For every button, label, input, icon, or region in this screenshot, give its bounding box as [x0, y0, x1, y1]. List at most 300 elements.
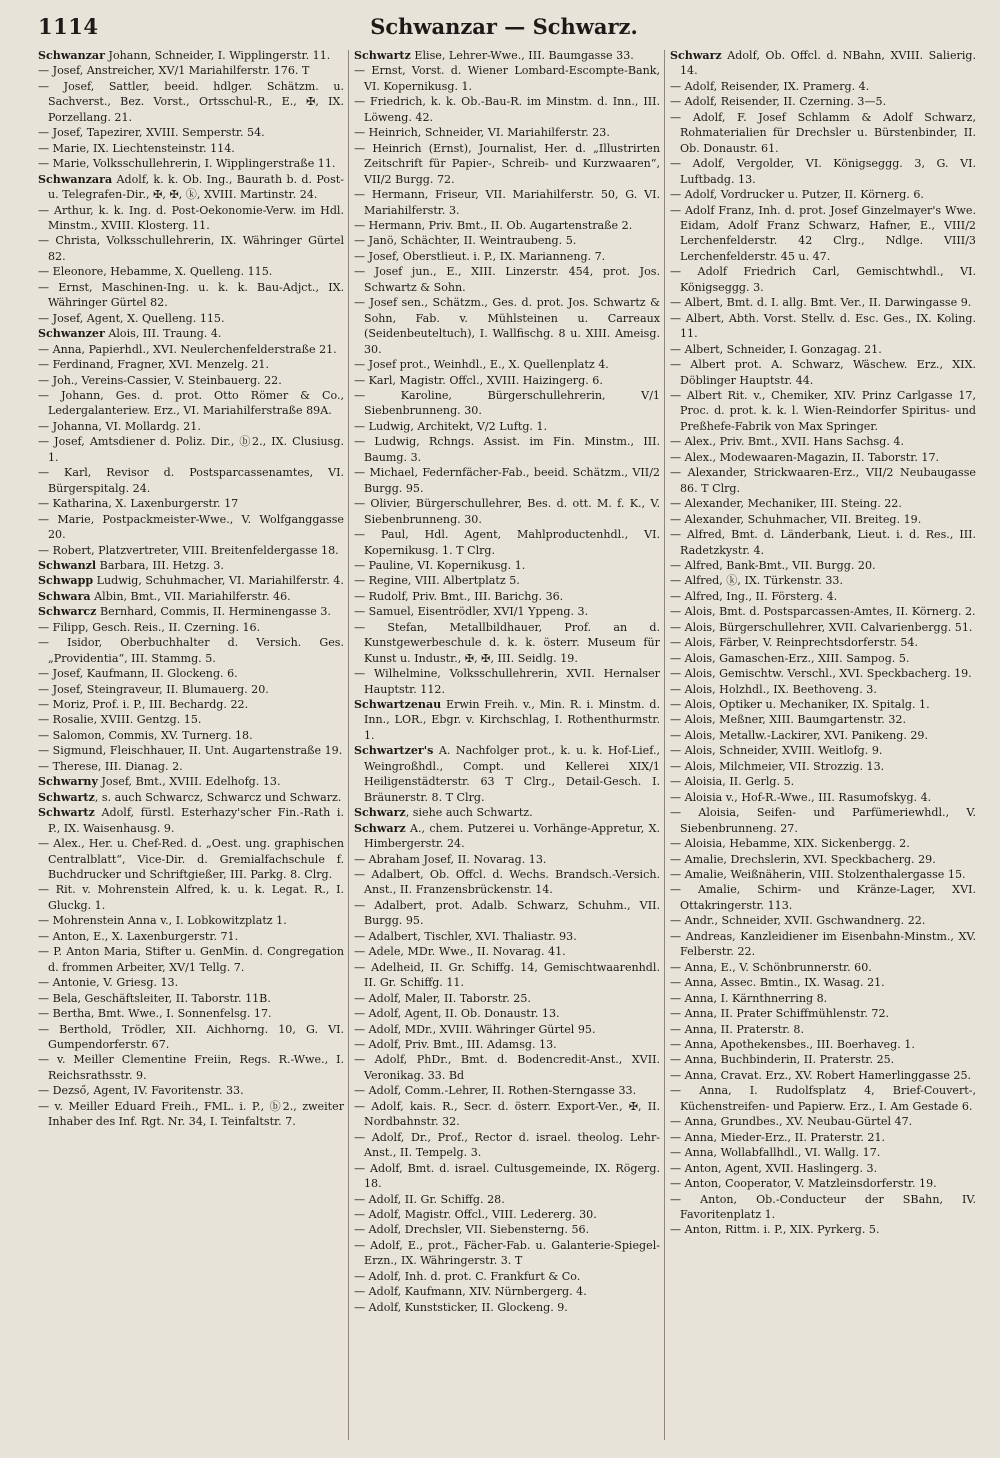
directory-entry — [38, 125, 344, 140]
entry-surname: Schwartz — [354, 49, 411, 62]
entry-text: — Salomon, Commis, XV. Turnerg. 18. — [38, 728, 253, 742]
directory-entry — [38, 666, 344, 681]
entry-text: — Adolf, Agent, II. Ob. Donaustr. 13. — [354, 1007, 560, 1021]
entry-text: — Adolf, Priv. Bmt., III. Adamsg. 13. — [354, 1038, 557, 1051]
directory-entry — [670, 620, 976, 635]
entry-surname: Schwartzer's — [354, 744, 434, 758]
entry-text: — Alois, Gamaschen-Erz., XIII. Sampog. 5. — [670, 651, 910, 665]
directory-entry — [38, 620, 344, 635]
entry-text: — Anna, Buchbinderin, II. Praterstr. 25. — [670, 1053, 895, 1067]
entry-text: — Josef prot., Weinhdl., E., X. Quellenplatz 4. — [354, 358, 609, 372]
directory-entry — [354, 141, 660, 187]
directory-entry — [354, 1161, 660, 1192]
entry-text: — Alois, Holzhdl., IX. Beethoveng. 3. — [670, 682, 877, 696]
directory-entry — [670, 651, 976, 666]
directory-entry — [354, 233, 660, 248]
directory-entry — [354, 1192, 660, 1207]
directory-entry — [670, 295, 976, 310]
directory-entry — [354, 805, 660, 820]
entry-text: — Bela, Geschäftsleiter, II. Taborstr. 11B. — [38, 991, 271, 1005]
directory-entry — [38, 975, 344, 990]
entry-text: — Bertha, Bmt. Wwe., I. Sonnenfelsg. 17. — [38, 1007, 272, 1021]
entry-text: — Rudolf, Priv. Bmt., III. Barichg. 36. — [354, 589, 564, 603]
directory-entry — [670, 1145, 976, 1160]
entry-text: — Josef, Steingraveur, II. Blumauerg. 20. — [38, 682, 269, 696]
directory-entry — [354, 264, 660, 295]
directory-entry — [354, 357, 660, 372]
directory-entry — [354, 94, 660, 125]
directory-entry — [670, 1114, 976, 1129]
entry-text: Alois, III. Traung. 4. — [104, 327, 222, 341]
directory-entry — [354, 743, 660, 805]
column-1 — [38, 48, 344, 1448]
directory-entry — [38, 156, 344, 171]
entry-surname: Schwara — [38, 589, 91, 603]
entry-text: — Aloisia, Seifen- und Parfümeriewhdl., V. Siebenbrunneng. 27. — [670, 806, 976, 835]
directory-entry — [670, 434, 976, 449]
directory-entry — [354, 1022, 660, 1037]
directory-entry — [38, 882, 344, 913]
directory-entry — [670, 975, 976, 990]
entry-text: — Ludwig, Rchngs. Assist. im Fin. Minstm., III. Baumg. 3. — [354, 435, 660, 464]
directory-entry — [38, 79, 344, 125]
column-divider — [348, 50, 349, 1440]
directory-entry — [38, 805, 344, 836]
directory-entry — [38, 496, 344, 511]
entry-text: — Albert, Bmt. d. I. allg. Bmt. Ver., II. Darwingasse 9. — [670, 296, 972, 310]
directory-entry — [670, 311, 976, 342]
directory-entry — [670, 1176, 976, 1191]
entry-text: — Alexander, Strickwaaren-Erz., VII/2 Neubaugasse 86. T Clrg. — [670, 466, 976, 495]
entry-text: — Samuel, Eisentrödler, XVI/1 Yppeng. 3. — [354, 605, 589, 619]
directory-entry — [354, 697, 660, 743]
entry-text: — Adolf, F. Josef Schlamm & Adolf Schwarz, Rohmaterialien für Drechsler u. Bürstenbinder, II. Ob. Donaustr. 61. — [670, 110, 976, 155]
entry-text: — Adalbert, Tischler, XVI. Thaliastr. 93. — [354, 929, 577, 943]
entry-text: — Rit. v. Mohrenstein Alfred, k. u. k. Legat. R., I. Gluckg. 1. — [38, 883, 344, 912]
directory-entry — [670, 1068, 976, 1083]
directory-entry — [670, 1037, 976, 1052]
entry-text: — Abraham Josef, II. Novarag. 13. — [354, 852, 547, 866]
entry-text: — Eleonore, Hebamme, X. Quelleng. 115. — [38, 265, 273, 279]
directory-entry — [38, 1022, 344, 1053]
directory-entry — [670, 635, 976, 650]
entry-text: — Antonie, V. Griesg. 13. — [38, 976, 179, 990]
entry-text: — Marie, IX. Liechtensteinstr. 114. — [38, 141, 235, 155]
directory-entry — [38, 1006, 344, 1021]
directory-entry — [38, 63, 344, 78]
directory-entry — [670, 465, 976, 496]
entry-text: — Adolf, Drechsler, VII. Siebensterng. 56. — [354, 1223, 590, 1237]
directory-entry — [354, 852, 660, 867]
entry-text: Elise, Lehrer-Wwe., III. Baumgasse 33. — [410, 49, 634, 62]
entry-text: — Albert Rit. v., Chemiker, XIV. Prinz Carlgasse 17, Proc. d. prot. k. k. l. Wien-Reindorfer Spiritus- und Preßhefe-Fabrik von Max Springer. — [670, 388, 976, 433]
entry-text: — Anton, Ob.-Conducteur der SBahn, IV. Favoritenplatz 1. — [670, 1192, 976, 1221]
directory-entry — [670, 805, 976, 836]
directory-entry — [354, 991, 660, 1006]
entry-text: — Isidor, Oberbuchhalter d. Versich. Ges. „Providentia“, III. Stammg. 5. — [38, 636, 344, 665]
directory-entry — [354, 1130, 660, 1161]
directory-entry — [354, 419, 660, 434]
entry-text: , s. auch Schwarcz, Schwarcz und Schwarz. — [94, 790, 342, 804]
entry-text: — Anton, E., X. Laxenburgerstr. 71. — [38, 929, 239, 943]
entry-surname: Schwanzar — [38, 49, 105, 62]
directory-entry — [354, 944, 660, 959]
entry-text: — Anna, Mieder-Erz., II. Praterstr. 21. — [670, 1130, 886, 1144]
entry-text: — Josef, Sattler, beeid. hdlger. Schätzm. u. Sachverst., Bez. Vorst., Ortsschul-R., E., ✠, IX. Porzellang. 21. — [38, 79, 344, 124]
directory-entry — [38, 373, 344, 388]
directory-entry — [354, 48, 660, 63]
directory-entry — [670, 1130, 976, 1145]
entry-text: — Rosalie, XVIII. Gentzg. 15. — [38, 713, 202, 727]
directory-entry — [38, 558, 344, 573]
entry-text: — Josef, Anstreicher, XV/1 Mariahilferstr. 176. T — [38, 64, 310, 78]
entry-text: — Alois, Bürgerschullehrer, XVII. Calvarienbergg. 51. — [670, 620, 973, 634]
entry-text: — Filipp, Gesch. Reis., II. Czerning. 16. — [38, 620, 261, 634]
directory-entry — [38, 264, 344, 279]
directory-entry — [670, 589, 976, 604]
entry-text: — Heinrich, Schneider, VI. Mariahilferstr. 23. — [354, 126, 610, 140]
directory-entry — [670, 156, 976, 187]
directory-entry — [670, 94, 976, 109]
directory-entry — [354, 465, 660, 496]
directory-entry — [354, 620, 660, 666]
entry-text: — Amalie, Drechslerin, XVI. Speckbacherg. 29. — [670, 852, 936, 866]
directory-entry — [670, 882, 976, 913]
directory-entry — [38, 388, 344, 419]
directory-entry — [354, 929, 660, 944]
entry-text: — Adolf, Maler, II. Taborstr. 25. — [354, 991, 531, 1005]
entry-text: — Alois, Gemischtw. Verschl., XVI. Speckbacherg. 19. — [670, 667, 972, 681]
directory-entry — [354, 1037, 660, 1052]
entry-text: — Adolf, MDr., XVIII. Währinger Gürtel 95. — [354, 1022, 596, 1036]
directory-entry — [354, 295, 660, 357]
directory-entry — [670, 913, 976, 928]
entry-text: — Aloisia, Hebamme, XIX. Sickenbergg. 2. — [670, 837, 910, 851]
entry-text: — Anton, Agent, XVII. Haslingerg. 3. — [670, 1161, 878, 1175]
entry-text: — Olivier, Bürgerschullehrer, Bes. d. ott. M. f. K., V. Siebenbrunneng. 30. — [354, 497, 660, 526]
directory-entry — [670, 759, 976, 774]
entry-text: — Alex., Her. u. Chef-Red. d. „Oest. ung. graphischen Centralblatt“, Vice-Dir. d. Gremialfachschule f. Buchdrucker und Schriftgießer, III. Parkg. 8. Clrg. — [38, 837, 344, 882]
entry-text: — Adolf, Bmt. d. israel. Cultusgemeinde, IX. Rögerg. 18. — [354, 1161, 660, 1191]
entry-text: — Alex., Modewaaren-Magazin, II. Taborstr. 17. — [670, 450, 940, 464]
entry-text: — Alois, Optiker u. Mechaniker, IX. Spitalg. 1. — [670, 698, 930, 712]
directory-entry — [38, 203, 344, 234]
entry-text: — Amalie, Weißnäherin, VIII. Stolzenthalergasse 15. — [670, 868, 966, 882]
directory-entry — [38, 512, 344, 543]
directory-entry — [354, 527, 660, 558]
directory-entry — [354, 1222, 660, 1237]
directory-entry — [670, 712, 976, 727]
directory-entry — [354, 589, 660, 604]
directory-entry — [38, 682, 344, 697]
directory-entry — [38, 790, 344, 805]
entry-text: — Adolf, Reisender, II. Czerning. 3—5. — [670, 95, 887, 109]
directory-entry — [670, 929, 976, 960]
directory-entry — [670, 728, 976, 743]
directory-entry — [354, 821, 660, 852]
entry-text: — Regine, VIII. Albertplatz 5. — [354, 574, 520, 588]
directory-entry — [354, 558, 660, 573]
entry-surname: Schwarny — [38, 775, 98, 789]
directory-entry — [670, 852, 976, 867]
directory-entry — [38, 913, 344, 928]
entry-text: — Joh., Vereins-Cassier, V. Steinbauerg. 22. — [38, 373, 282, 387]
entry-text: — Anna, I. Kärnthnerring 8. — [670, 991, 828, 1005]
entry-text: — Anna, E., V. Schönbrunnerstr. 60. — [670, 960, 872, 974]
entry-text: — Hermann, Friseur, VII. Mariahilferstr. 50, G. VI. Mariahilferstr. 3. — [354, 188, 660, 217]
directory-entry — [38, 280, 344, 311]
entry-text: Josef, Bmt., XVIII. Edelhofg. 13. — [97, 775, 281, 789]
entry-text: — Adolf, Magistr. Offcl., VIII. Ledererg. 30. — [354, 1207, 597, 1221]
directory-entry — [38, 543, 344, 558]
directory-entry — [354, 63, 660, 94]
directory-entry — [670, 110, 976, 156]
directory-entry — [38, 743, 344, 758]
entry-text: — Andr., Schneider, XVII. Gschwandnerg. 22. — [670, 914, 926, 928]
entry-surname: Schwarz — [354, 821, 406, 835]
directory-entry — [670, 1052, 976, 1067]
directory-entry — [354, 373, 660, 388]
entry-text: — Adolf, Dr., Prof., Rector d. israel. theolog. Lehr-Anst., II. Tempelg. 3. — [354, 1130, 660, 1160]
directory-entry — [670, 48, 976, 79]
entry-text: — Albert, Schneider, I. Gonzagag. 21. — [670, 342, 882, 356]
directory-entry — [38, 836, 344, 882]
directory-entry — [670, 774, 976, 789]
directory-entry — [670, 496, 976, 511]
directory-entry — [38, 604, 344, 619]
entry-text: — Mohrenstein Anna v., I. Lobkowitzplatz 1. — [38, 914, 287, 928]
directory-entry — [670, 867, 976, 882]
entry-text: — Pauline, VI. Kopernikusg. 1. — [354, 558, 526, 572]
directory-entry — [38, 929, 344, 944]
directory-entry — [38, 419, 344, 434]
entry-text: — Alois, Bmt. d. Postsparcassen-Amtes, II. Körnerg. 2. — [670, 605, 976, 619]
directory-entry — [38, 342, 344, 357]
entry-surname: Schwartz — [38, 806, 95, 820]
entry-text: — Berthold, Trödler, XII. Aichhorng. 10, G. VI. Gumpendorferstr. 67. — [38, 1022, 344, 1051]
directory-columns — [38, 48, 978, 1448]
directory-entry — [670, 1222, 976, 1237]
entry-text: — Adele, MDr. Wwe., II. Novarag. 41. — [354, 945, 566, 959]
directory-entry — [670, 1022, 976, 1037]
directory-entry — [38, 774, 344, 789]
entry-text: — Josef jun., E., XIII. Linzerstr. 454, prot. Jos. Schwartz & Sohn. — [354, 265, 660, 294]
directory-entry — [354, 388, 660, 419]
directory-entry — [354, 249, 660, 264]
directory-entry — [38, 944, 344, 975]
directory-entry — [38, 697, 344, 712]
directory-entry — [38, 1083, 344, 1098]
directory-entry — [38, 172, 344, 203]
entry-text: — Adolf Franz, Inh. d. prot. Josef Ginzelmayer's Wwe. Eidam, Adolf Franz Schwarz, Hafner, E., VIII/2 Lerchenfelderstr. 42 Clrg., Ndlge. VIII/3 Lerchenfelderstr. 45 u. 47. — [670, 203, 976, 263]
directory-entry — [354, 218, 660, 233]
directory-entry — [38, 1099, 344, 1130]
entry-text: Ludwig, Schuhmacher, VI. Mariahilferstr. 4. — [93, 574, 344, 588]
directory-entry — [670, 836, 976, 851]
entry-text: — Moriz, Prof. i. P., III. Bechardg. 22. — [38, 698, 249, 712]
entry-text: — Alfred, Bmt. d. Länderbank, Lieut. i. d. Res., III. Radetzkystr. 4. — [670, 528, 976, 557]
directory-entry — [38, 589, 344, 604]
entry-text: — Josef, Agent, X. Quelleng. 115. — [38, 311, 225, 325]
entry-text: — Robert, Platzvertreter, VIII. Breitenfeldergasse 18. — [38, 543, 339, 557]
entry-text: — Karl, Magistr. Offcl., XVIII. Haizingerg. 6. — [354, 373, 603, 387]
directory-entry — [670, 342, 976, 357]
directory-entry — [670, 604, 976, 619]
directory-entry — [670, 697, 976, 712]
entry-text: — Andreas, Kanzleidiener im Eisenbahn-Minstm., XV. Felberstr. 22. — [670, 929, 976, 959]
entry-text: A., chem. Putzerei u. Vorhänge-Appretur, X. Himbergerstr. 24. — [364, 821, 660, 851]
directory-entry — [670, 960, 976, 975]
directory-entry — [670, 1161, 976, 1176]
directory-entry — [354, 604, 660, 619]
directory-entry — [38, 326, 344, 341]
entry-text: — Adolf, Vordrucker u. Putzer, II. Körnerg. 6. — [670, 188, 924, 202]
entry-text: — Christa, Volksschullehrerin, IX. Währinger Gürtel 82. — [38, 234, 344, 263]
directory-entry — [670, 666, 976, 681]
directory-entry — [670, 1006, 976, 1021]
entry-text: — Anna, Cravat. Erz., XV. Robert Hamerlinggasse 25. — [670, 1068, 972, 1082]
directory-entry — [38, 311, 344, 326]
directory-entry — [38, 728, 344, 743]
entry-text: — Karl, Revisor d. Postsparcassenamtes, VI. Bürgerspitalg. 24. — [38, 466, 344, 495]
entry-text: — Alois, Schneider, XVIII. Weitlofg. 9. — [670, 744, 883, 758]
entry-text: — Josef, Amtsdiener d. Poliz. Dir., ⓑ2., IX. Clusiusg. 1. — [38, 435, 344, 464]
entry-text: — Alexander, Schuhmacher, VII. Breiteg. 19. — [670, 512, 922, 526]
entry-text: — v. Meiller Eduard Freih., FML. i. P., ⓑ2., zweiter Inhaber des Inf. Rgt. Nr. 34, I. Teinfaltstr. 7. — [38, 1099, 344, 1129]
entry-text: — Adolf, kais. R., Secr. d. österr. Export-Ver., ✠, II. Nordbahnstr. 32. — [354, 1099, 660, 1129]
entry-text: — Marie, Postpackmeister-Wwe., V. Wolfganggasse 20. — [38, 512, 344, 542]
entry-text: , siehe auch Schwartz. — [405, 806, 533, 820]
entry-text: — Anna, I. Rudolfsplatz 4, Brief-Couvert-, Küchenstreifen- und Papierw. Erz., I. Am Gestade 6. — [670, 1084, 976, 1113]
entry-text: — Anna, II. Praterstr. 8. — [670, 1022, 804, 1036]
directory-entry — [38, 434, 344, 465]
entry-text: — Friedrich, k. k. Ob.-Bau-R. im Minstm. d. Inn., III. Löweng. 42. — [354, 95, 660, 124]
entry-text: — Adolf, II. Gr. Schiffg. 28. — [354, 1192, 505, 1206]
directory-entry — [670, 682, 976, 697]
entry-text: — Alois, Meßner, XIII. Baumgartenstr. 32. — [670, 713, 906, 727]
entry-text: — Dezső, Agent, IV. Favoritenstr. 33. — [38, 1084, 244, 1098]
entry-text: — Adolf, Vergolder, VI. Königseggg. 3, G. VI. Luftbadg. 13. — [670, 157, 976, 186]
directory-entry — [354, 960, 660, 991]
entry-text: — Johann, Ges. d. prot. Otto Römer & Co., Ledergalanteriew. Erz., VI. Mariahilferstraße 89A. — [38, 388, 344, 418]
entry-surname: Schwarcz — [38, 605, 97, 619]
entry-text: — Aloisia, II. Gerlg. 5. — [670, 775, 795, 789]
entry-text: — Katharina, X. Laxenburgerstr. 17 — [38, 497, 239, 511]
entry-text: Barbara, III. Hetzg. 3. — [96, 558, 224, 572]
entry-text: — Josef, Kaufmann, II. Glockeng. 6. — [38, 667, 238, 681]
entry-surname: Schwanzl — [38, 558, 97, 572]
directory-entry — [354, 1269, 660, 1284]
entry-text: — Marie, Volksschullehrerin, I. Wipplingerstraße 11. — [38, 157, 336, 171]
directory-entry — [354, 1006, 660, 1021]
directory-entry — [670, 203, 976, 265]
entry-text: — Adolf Friedrich Carl, Gemischtwhdl., VI. Königseggg. 3. — [670, 265, 976, 294]
directory-entry — [38, 233, 344, 264]
entry-text: — Anna, Wollabfallhdl., VI. Wallg. 17. — [670, 1146, 881, 1160]
entry-text: — Karoline, Bürgerschullehrerin, V/1 Siebenbrunneng. 30. — [354, 388, 660, 418]
entry-text: Erwin Freih. v., Min. R. i. Minstm. d. Inn., LOR., Ebgr. v. Kirchschlag, I. Rothenthurmstr. 1. — [364, 698, 660, 742]
directory-entry — [354, 434, 660, 465]
entry-text: — Ernst, Maschinen-Ing. u. k. k. Bau-Adjct., IX. Währinger Gürtel 82. — [38, 280, 344, 310]
directory-entry — [354, 1284, 660, 1299]
entry-text: — Adalbert, prot. Adalb. Schwarz, Schuhm., VII. Burgg. 95. — [354, 898, 660, 928]
column-2 — [354, 48, 660, 1448]
entry-text: Bernhard, Commis, II. Herminengasse 3. — [96, 605, 331, 619]
entry-text: — Alois, Metallw.-Lackirer, XVI. Panikeng. 29. — [670, 728, 929, 742]
directory-entry — [670, 743, 976, 758]
entry-text: — Alois, Färber, V. Reinprechtsdorferstr. 54. — [670, 636, 919, 650]
entry-text: — Adolf, PhDr., Bmt. d. Bodencredit-Anst., XVII. Veronikag. 33. Bd — [354, 1053, 660, 1082]
entry-text: — Hermann, Priv. Bmt., II. Ob. Augartenstraße 2. — [354, 218, 633, 232]
entry-text: — Adolf, Kaufmann, XIV. Nürnbergerg. 4. — [354, 1285, 587, 1299]
directory-entry — [354, 187, 660, 218]
directory-entry — [670, 573, 976, 588]
directory-entry — [670, 187, 976, 202]
directory-entry — [38, 1052, 344, 1083]
entry-text: — Adolf, Comm.-Lehrer, II. Rothen-Sterngasse 33. — [354, 1084, 637, 1098]
directory-entry — [670, 1083, 976, 1114]
directory-entry — [670, 264, 976, 295]
directory-entry — [354, 1052, 660, 1083]
entry-text: — Paul, Hdl. Agent, Mahlproductenhdl., VI. Kopernikusg. 1. T Clrg. — [354, 528, 660, 557]
entry-text: — Heinrich (Ernst), Journalist, Her. d. „Illustrirten Zeitschrift für Papier-, Schreib- und Kurzwaaren“, VII/2 Burgg. 72. — [354, 141, 660, 186]
entry-surname: Schwapp — [38, 574, 94, 588]
entry-text: — Adolf, Reisender, IX. Pramerg. 4. — [670, 79, 870, 93]
entry-text: — Stefan, Metallbildhauer, Prof. an d. Kunstgewerbeschule d. k. k. österr. Museum für Kunst u. Industr., ✠, ✠, III. Seidlg. 19. — [354, 620, 660, 665]
entry-text: — Adolf, E., prot., Fächer-Fab. u. Galanterie-Spiegel-Erzn., IX. Währingerstr. 3. T — [354, 1238, 660, 1268]
entry-surname: Schwartz — [38, 790, 95, 804]
entry-surname: Schwartzenau — [354, 698, 442, 712]
entry-text: — Albert, Abth. Vorst. Stellv. d. Esc. Ges., IX. Koling. 11. — [670, 311, 976, 341]
directory-entry — [354, 1099, 660, 1130]
entry-text: Adolf, Ob. Offcl. d. NBahn, XVIII. Salierig. 14. — [680, 49, 976, 78]
entry-text: — Therese, III. Dianag. 2. — [38, 759, 183, 773]
directory-entry — [354, 125, 660, 140]
entry-text: — Ernst, Vorst. d. Wiener Lombard-Escompte-Bank, VI. Kopernikusg. 1. — [354, 64, 660, 93]
entry-text: — Alexander, Mechaniker, III. Steing. 22. — [670, 497, 902, 511]
entry-text: A. Nachfolger prot., k. u. k. Hof-Lief., Weingroßhdl., Compt. und Kellerei XIX/1 Heiligenstädterstr. 63 T Clrg., Detail-Gesch. I. Bräunerstr. 8. T Clrg. — [364, 744, 660, 804]
entry-text: — Adolf, Inh. d. prot. C. Frankfurt & Co. — [354, 1269, 581, 1283]
entry-text: Albin, Bmt., VII. Mariahilferstr. 46. — [90, 589, 291, 603]
entry-text: — Ferdinand, Fragner, XVI. Menzelg. 21. — [38, 358, 270, 372]
directory-entry — [670, 527, 976, 558]
page-number: 1114 — [38, 14, 99, 39]
directory-entry — [38, 573, 344, 588]
entry-text: — Arthur, k. k. Ing. d. Post-Oekonomie-Verw. im Hdl. Minstm., XVIII. Klosterg. 11. — [38, 203, 344, 232]
directory-entry — [670, 790, 976, 805]
directory-entry — [354, 898, 660, 929]
entry-text: — Alex., Priv. Bmt., XVII. Hans Sachsg. 4. — [670, 435, 904, 449]
entry-text: — Adalbert, Ob. Offcl. d. Wechs. Brandsch.-Versich. Anst., II. Franzensbrückenstr. 14. — [354, 868, 660, 897]
entry-text: — Amalie, Schirm- und Kränze-Lager, XVI. Ottakringerstr. 113. — [670, 883, 976, 912]
directory-entry — [354, 666, 660, 697]
entry-text: — Anna, Grundbes., XV. Neubau-Gürtel 47. — [670, 1115, 913, 1129]
entry-text: — Anton, Rittm. i. P., XIX. Pyrkerg. 5. — [670, 1223, 880, 1237]
entry-text: — v. Meiller Clementine Freiin, Regs. R.-Wwe., I. Reichsrathsstr. 9. — [38, 1053, 344, 1082]
directory-entry — [38, 991, 344, 1006]
entry-text: — Anna, Papierhdl., XVI. Neulerchenfelderstraße 21. — [38, 342, 337, 356]
column-divider — [664, 50, 665, 1440]
entry-text: — Adelheid, II. Gr. Schiffg. 14, Gemischtwaarenhdl. II. Gr. Schiffg. 11. — [354, 960, 660, 990]
entry-text: — Anna, Apothekensbes., III. Boerhaveg. 1. — [670, 1038, 915, 1051]
directory-entry — [38, 635, 344, 666]
entry-text: — P. Anton Maria, Stifter u. GenMin. d. Congregation d. frommen Arbeiter, XV/1 Tellg. 7. — [38, 945, 344, 974]
directory-entry — [354, 1300, 660, 1315]
entry-text: — Anna, Assec. Bmtin., IX. Wasag. 21. — [670, 976, 885, 990]
directory-entry — [38, 759, 344, 774]
directory-entry — [38, 48, 344, 63]
entry-text: — Alfred, Bank-Bmt., VII. Burgg. 20. — [670, 558, 876, 572]
